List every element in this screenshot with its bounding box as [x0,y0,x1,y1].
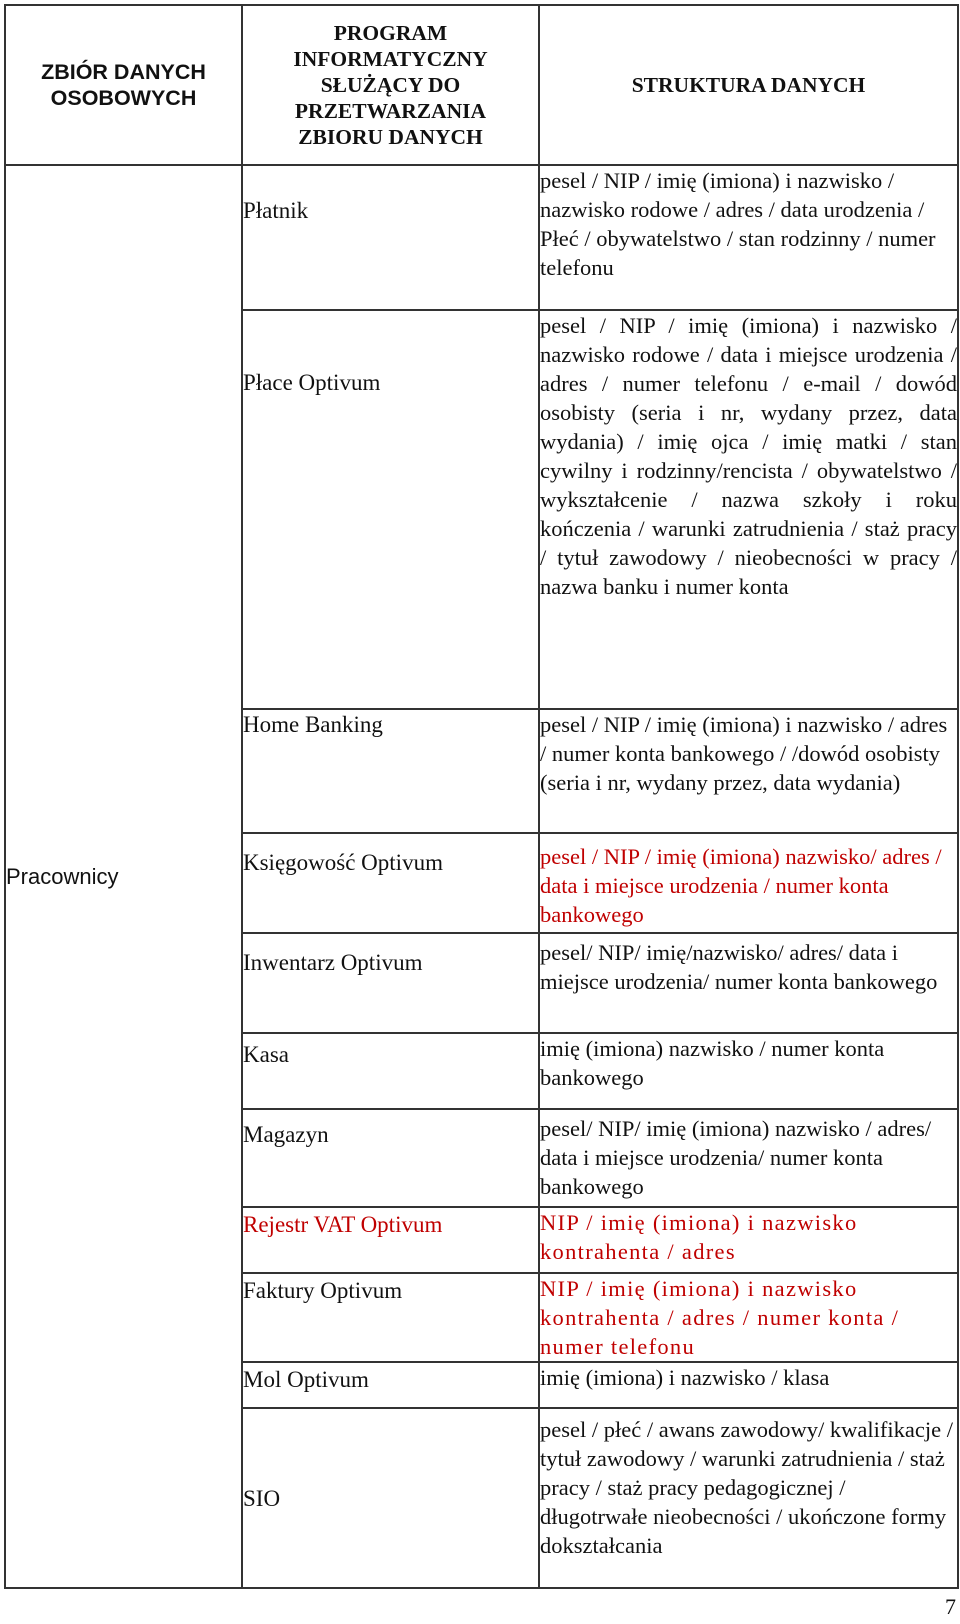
program-name: Kasa [242,1033,539,1109]
header-program: PROGRAM INFORMATYCZNY SŁUŻĄCY DO PRZETWARZANIA ZBIORU DANYCH [242,5,539,165]
program-name: Mol Optivum [242,1362,539,1408]
data-structure: NIP / imię (imiona) i nazwisko kontrahenta / adres [539,1207,958,1273]
data-table [4,4,959,1589]
program-name: SIO [242,1408,539,1588]
dataset-name: Pracownicy [5,165,242,1588]
header-structure: STRUKTURA DANYCH [539,5,958,165]
program-name: Magazyn [242,1109,539,1207]
data-structure: pesel / NIP / imię (imiona) i nazwisko / nazwisko rodowe / data i miejsce urodzenia / adres / numer telefonu / e-mail / dowód osobisty (seria i nr, wydany przez, data wydania) / imię ojca / imię matki / stan cywilny i rodzinny/rencista / obywatelstwo / wykształcenie / nazwa szkoły i roku kończenia / warunki zatrudnienia / staż pracy / tytuł zawodowy / nieobecności w pracy / nazwa banku i numer konta [539,310,958,709]
data-structure: imię (imiona) i nazwisko / klasa [539,1362,958,1408]
table-row [5,165,958,310]
program-name: Faktury Optivum [242,1273,539,1362]
program-name: Płace Optivum [242,310,539,709]
data-structure: pesel/ NIP/ imię (imiona) nazwisko / adres/ data i miejsce urodzenia/ numer konta bankowego [539,1109,958,1207]
header-row [5,5,958,165]
program-name: Home Banking [242,709,539,833]
data-structure: pesel / NIP / imię (imiona) i nazwisko / adres / numer konta bankowego / /dowód osobisty (seria i nr, wydany przez, data wydania) [539,709,958,833]
data-structure: NIP / imię (imiona) i nazwisko kontrahenta / adres / numer konta / numer telefonu [539,1273,958,1362]
data-structure: pesel / płeć / awans zawodowy/ kwalifikacje / tytuł zawodowy / warunki zatrudnienia / staż pracy / staż pracy pedagogicznej / długotrwałe nieobecności / ukończone formy dokształcania [539,1408,958,1588]
data-structure: pesel/ NIP/ imię/nazwisko/ adres/ data i miejsce urodzenia/ numer konta bankowego [539,933,958,1033]
program-name: Inwentarz Optivum [242,933,539,1033]
page-number: 7 [945,1594,956,1619]
program-name: Rejestr VAT Optivum [242,1207,539,1273]
program-name: Płatnik [242,165,539,310]
program-name: Księgowość Optivum [242,833,539,933]
header-dataset: ZBIÓR DANYCH OSOBOWYCH [5,5,242,165]
data-structure: imię (imiona) nazwisko / numer konta bankowego [539,1033,958,1109]
data-structure: pesel / NIP / imię (imiona) nazwisko/ adres / data i miejsce urodzenia / numer konta bankowego [539,833,958,933]
data-structure: pesel / NIP / imię (imiona) i nazwisko / nazwisko rodowe / adres / data urodzenia / Płeć / obywatelstwo / stan rodzinny / numer telefonu [539,165,958,310]
